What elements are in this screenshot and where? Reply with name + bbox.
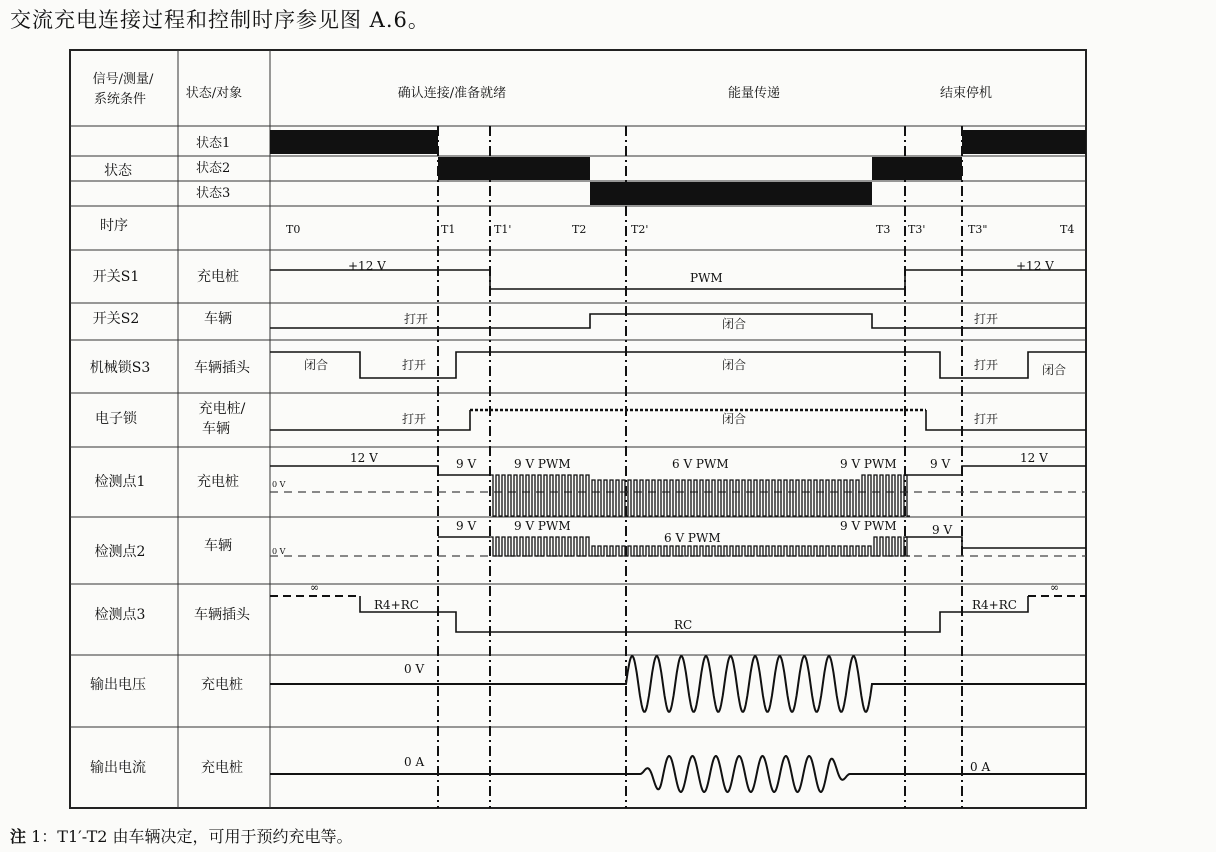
elock-waveform-b <box>926 410 1086 430</box>
vout-label-0v: 0 V <box>404 662 425 676</box>
time-mark-t2: T2 <box>572 223 587 236</box>
switch-s2-waveform <box>270 314 1086 328</box>
cp2-label-9v-a: 9 V <box>456 519 477 533</box>
iout-label-0a-a: 0 A <box>404 755 425 769</box>
time-mark-t3pp: T3" <box>968 223 988 236</box>
switch-s3-waveform <box>270 352 1086 378</box>
cp1-label-6vpwm: 6 V PWM <box>672 457 729 471</box>
header-col1-line1: 信号/测量/ <box>92 72 154 87</box>
row-s2-object: 车辆 <box>204 311 232 327</box>
elock-label-closed: 闭合 <box>722 412 747 426</box>
iout-label-0a-b: 0 A <box>970 760 991 774</box>
s3-label-closed-c: 闭合 <box>1042 363 1067 377</box>
row-vout-object: 充电桩 <box>201 677 243 693</box>
row-vout-name: 输出电压 <box>90 677 146 693</box>
state-2-label: 状态2 <box>196 161 231 176</box>
header-phase-connect: 确认连接/准备就绪 <box>397 86 507 101</box>
elock-label-open-a: 打开 <box>402 412 427 426</box>
cp2-label-0v: 0 V <box>272 547 286 556</box>
state-label: 状态 <box>104 163 132 179</box>
state1-bar-a <box>270 130 438 154</box>
cp1-label-9v-b: 9 V <box>930 457 951 471</box>
cp2-label-9vpwm-b: 9 V PWM <box>840 519 897 533</box>
state2-bar-b <box>872 157 962 180</box>
cp3-waveform <box>360 596 1028 632</box>
cp2-label-9v-b: 9 V <box>932 523 953 537</box>
time-mark-t2p: T2' <box>631 223 649 236</box>
s1-label-12v-b: +12 V <box>1016 259 1054 273</box>
row-cp1-name: 检测点1 <box>94 474 146 490</box>
row-s3-object: 车辆插头 <box>194 360 250 376</box>
row-elock-name: 电子锁 <box>95 411 137 427</box>
timing-label: 时序 <box>100 218 128 234</box>
footnote-text: 1：T1′-T2 由车辆决定，可用于预约充电等。 <box>31 827 353 846</box>
time-mark-t3p: T3' <box>908 223 926 236</box>
row-s3-name: 机械锁S3 <box>89 360 151 376</box>
row-elock-object-line2: 车辆 <box>202 421 230 437</box>
cp1-label-9vpwm-b: 9 V PWM <box>840 457 897 471</box>
row-cp3-object: 车辆插头 <box>194 607 250 623</box>
row-elock-object-line1: 充电桩/ <box>198 401 246 417</box>
page-heading: 交流充电连接过程和控制时序参见图 A.6。 <box>10 8 430 32</box>
row-s2-name: 开关S2 <box>92 311 140 327</box>
row-s1-name: 开关S1 <box>92 269 140 285</box>
s3-label-closed-b: 闭合 <box>722 358 747 372</box>
cp3-label-rc: RC <box>674 618 693 632</box>
cp1-label-9vpwm-a: 9 V PWM <box>514 457 571 471</box>
cp2-label-6vpwm: 6 V PWM <box>664 531 721 545</box>
row-iout-object: 充电桩 <box>201 760 243 776</box>
state3-bar <box>590 182 872 205</box>
time-mark-t1: T1 <box>441 223 456 236</box>
row-cp2-name: 检测点2 <box>94 544 146 560</box>
s3-label-open-a: 打开 <box>402 358 427 372</box>
state2-bar-a <box>438 157 590 180</box>
s2-label-open-b: 打开 <box>974 312 999 326</box>
state1-bar-b <box>962 130 1086 154</box>
time-mark-t3: T3 <box>876 223 891 236</box>
elock-label-open-b: 打开 <box>974 412 999 426</box>
s3-label-open-b: 打开 <box>974 358 999 372</box>
s1-label-12v-a: +12 V <box>348 259 386 273</box>
s1-label-pwm: PWM <box>690 271 723 285</box>
switch-s1-waveform <box>270 270 1086 289</box>
cp1-label-12v-a: 12 V <box>350 451 378 465</box>
cp3-label-r4rc-a: R4+RC <box>374 598 419 612</box>
cp1-label-12v-b: 12 V <box>1020 451 1048 465</box>
row-s1-object: 充电桩 <box>197 269 239 285</box>
s2-label-closed: 闭合 <box>722 317 747 331</box>
footnote <box>10 824 353 847</box>
header-phase-energy: 能量传递 <box>727 86 781 101</box>
cp2-label-9vpwm-a: 9 V PWM <box>514 519 571 533</box>
time-mark-t1p: T1' <box>494 223 512 236</box>
row-cp1-object: 充电桩 <box>197 474 239 490</box>
time-mark-t0: T0 <box>286 223 301 236</box>
cp3-label-inf-a: ∞ <box>310 581 320 594</box>
row-cp3-name: 检测点3 <box>94 607 146 623</box>
header-phase-stop: 结束停机 <box>939 86 993 101</box>
elock-waveform-a <box>270 410 470 430</box>
cp3-label-r4rc-b: R4+RC <box>972 598 1017 612</box>
cp1-label-9v-a: 9 V <box>456 457 477 471</box>
footnote-prefix: 注 <box>10 827 27 846</box>
time-mark-t4: T4 <box>1060 223 1075 236</box>
cp3-label-inf-b: ∞ <box>1050 581 1060 594</box>
row-iout-name: 输出电流 <box>90 760 146 776</box>
s3-label-closed-a: 闭合 <box>304 358 329 372</box>
header-col2: 状态/对象 <box>185 86 243 101</box>
output-voltage-waveform <box>270 656 1086 712</box>
cp2-waveform-end <box>905 537 1086 548</box>
output-current-waveform <box>270 756 1086 792</box>
state-3-label: 状态3 <box>196 186 231 201</box>
cp1-label-0v: 0 V <box>272 480 286 489</box>
s2-label-open-a: 打开 <box>404 312 429 326</box>
row-cp2-object: 车辆 <box>204 538 232 554</box>
state-1-label: 状态1 <box>196 136 231 151</box>
header-col1-line2: 系统条件 <box>93 92 147 107</box>
cp1-pwm-waveform <box>490 475 910 516</box>
